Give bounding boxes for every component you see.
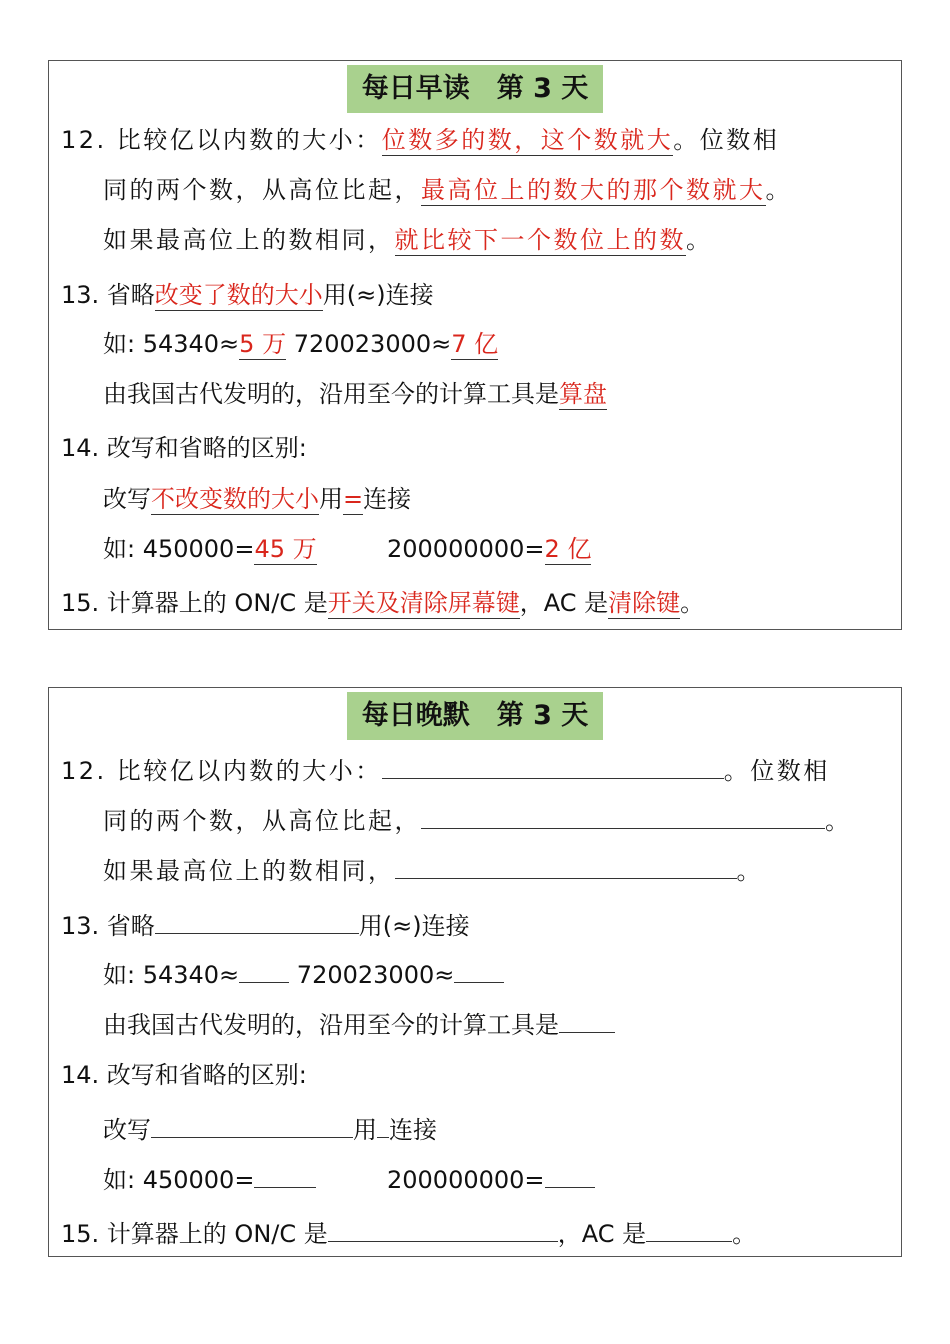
q13-prefix: 13. 省略 [61, 281, 155, 309]
q13-example-blank [103, 956, 504, 990]
q13-tool-prefix: 由我国古代发明的，沿用至今的计算工具是 [103, 380, 559, 408]
q12-prefix: 12. 比较亿以内数的大小： [61, 757, 382, 785]
q14-example2-prefix: 200000000= [387, 535, 545, 563]
q12-mid: 。位数相 [723, 757, 830, 785]
q12-line2-blank [103, 802, 852, 836]
q14-example-2 [387, 534, 591, 565]
q15-blank-2[interactable] [646, 1215, 732, 1242]
q14-answer-2: = [343, 485, 364, 513]
q12-blank-3[interactable] [395, 852, 737, 879]
q12-line3-end: 。 [736, 857, 763, 885]
q12-mid: 。位数相 [673, 126, 780, 154]
q14-rewrite-mid: 用 [319, 485, 343, 513]
q14-rewrite-suffix: 连接 [389, 1116, 437, 1144]
q12-line3-end: 。 [686, 226, 713, 254]
q12-line1 [61, 125, 779, 156]
q15-end: 。 [680, 589, 705, 617]
q14-blank-1[interactable] [151, 1111, 353, 1138]
q13-suffix: 用(≈)连接 [358, 912, 470, 940]
q12-prefix: 12. 比较亿以内数的大小： [61, 126, 382, 154]
q13-tool [103, 379, 607, 410]
q14-title: 14. 改写和省略的区别: [61, 434, 307, 462]
morning-title: 每日早读 第 3 天 [347, 65, 603, 113]
q13-suffix: 用(≈)连接 [322, 281, 434, 309]
q13-blank-1[interactable] [155, 907, 359, 934]
q15-answer-1: 开关及清除屏幕键 [327, 589, 520, 617]
q14-blank-3[interactable] [254, 1161, 316, 1188]
q14-example2-prefix: 200000000= [387, 1166, 545, 1194]
q13-example [103, 329, 498, 360]
q13-example-prefix: 如: 54340≈ [103, 330, 240, 358]
q12-answer-3: 就比较下一个数位上的数 [394, 226, 686, 254]
q14-example-prefix: 如: 450000= [103, 1166, 255, 1194]
q12-line2-prefix: 同的两个数，从高位比起， [103, 807, 421, 835]
q12-blank-2[interactable] [421, 802, 825, 829]
q14-answer-4: 2 亿 [544, 535, 592, 563]
q13-blank-4[interactable] [559, 1006, 615, 1033]
evening-title: 每日晚默 第 3 天 [347, 692, 603, 740]
q13-line1-blank [61, 907, 470, 941]
q15-answer-2: 清除键 [608, 589, 681, 617]
q12-line3-prefix: 如果最高位上的数相同， [103, 857, 395, 885]
q14-example-1 [103, 534, 317, 565]
q14-rewrite-prefix: 改写 [103, 485, 151, 513]
q13-tool-blank [103, 1006, 615, 1040]
q13-answer-2: 5 万 [239, 330, 287, 358]
q15-prefix: 15. 计算器上的 ON/C 是 [61, 589, 328, 617]
q14-blank-2[interactable] [377, 1111, 389, 1138]
q12-answer-1: 位数多的数，这个数就大 [381, 126, 674, 154]
morning-reading-card [48, 60, 902, 630]
q13-example-prefix: 如: 54340≈ [103, 961, 240, 989]
q13-example-mid: 720023000≈ [286, 330, 452, 358]
q13-example-mid: 720023000≈ [289, 961, 455, 989]
evening-dictation-card [48, 687, 902, 1257]
q14-blank-4[interactable] [545, 1161, 595, 1188]
q13-answer-1: 改变了数的大小 [154, 281, 323, 309]
q13-line1 [61, 280, 434, 311]
q12-line2-end: 。 [825, 807, 852, 835]
q15-line [61, 588, 704, 619]
q12-line2-end: 。 [765, 176, 792, 204]
q14-example-2-blank [387, 1161, 595, 1195]
q15-mid: ，AC 是 [557, 1220, 647, 1248]
q14-rewrite-suffix: 连接 [363, 485, 412, 513]
q13-tool-prefix: 由我国古代发明的，沿用至今的计算工具是 [103, 1011, 559, 1039]
q12-line3-prefix: 如果最高位上的数相同， [103, 226, 395, 254]
q12-line1-blank [61, 752, 830, 786]
q14-answer-3: 45 万 [254, 535, 317, 563]
q13-answer-4: 算盘 [559, 380, 607, 408]
q14-rewrite [103, 484, 411, 515]
q14-answer-1: 不改变数的大小 [151, 485, 319, 513]
q14-example-prefix: 如: 450000= [103, 535, 255, 563]
q15-blank-1[interactable] [328, 1215, 558, 1242]
q12-line3 [103, 225, 713, 256]
q13-prefix: 13. 省略 [61, 912, 155, 940]
q14-example-1-blank [103, 1161, 316, 1195]
q14-rewrite-mid: 用 [353, 1116, 377, 1144]
q12-line3-blank [103, 852, 763, 886]
q15-mid: ，AC 是 [519, 589, 609, 617]
q15-line-blank [61, 1215, 756, 1249]
q12-answer-2: 最高位上的数大的那个数就大 [421, 176, 766, 204]
q15-prefix: 15. 计算器上的 ON/C 是 [61, 1220, 328, 1248]
q14-title: 14. 改写和省略的区别: [61, 1061, 307, 1089]
q12-line2-prefix: 同的两个数，从高位比起， [103, 176, 421, 204]
q15-end: 。 [732, 1220, 757, 1248]
q12-line2 [103, 175, 792, 206]
q13-answer-3: 7 亿 [451, 330, 499, 358]
q14-rewrite-blank [103, 1111, 437, 1145]
q13-blank-2[interactable] [239, 956, 289, 983]
q13-blank-3[interactable] [454, 956, 504, 983]
q14-rewrite-prefix: 改写 [103, 1116, 151, 1144]
q12-blank-1[interactable] [382, 752, 724, 779]
